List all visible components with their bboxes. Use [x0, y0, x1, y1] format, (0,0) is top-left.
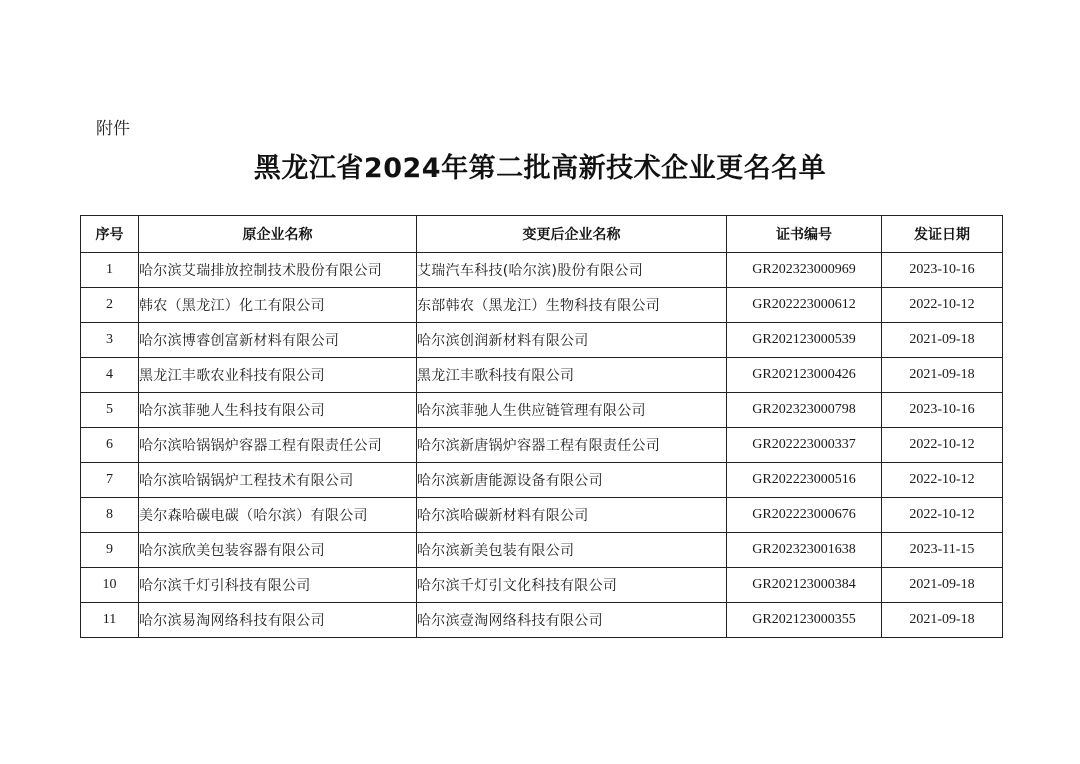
cell-new-name: 哈尔滨哈碳新材料有限公司	[417, 498, 727, 533]
cell-new-name: 哈尔滨新唐能源设备有限公司	[417, 463, 727, 498]
cell-old-name: 哈尔滨哈锅锅炉容器工程有限责任公司	[139, 428, 417, 463]
cell-no: 10	[81, 568, 139, 603]
cell-old-name: 哈尔滨哈锅锅炉工程技术有限公司	[139, 463, 417, 498]
cell-cert-no: GR202223000676	[727, 498, 882, 533]
cell-no: 9	[81, 533, 139, 568]
table-row	[81, 428, 1003, 463]
table-row	[81, 253, 1003, 288]
cell-old-name: 黑龙江丰歌农业科技有限公司	[139, 358, 417, 393]
cell-issue-date: 2023-10-16	[882, 393, 1003, 428]
cell-issue-date: 2022-10-12	[882, 288, 1003, 323]
table-row	[81, 288, 1003, 323]
cell-cert-no: GR202223000337	[727, 428, 882, 463]
header-no: 序号	[81, 216, 139, 253]
cell-no: 3	[81, 323, 139, 358]
document-title: 黑龙江省2024年第二批高新技术企业更名名单	[253, 153, 827, 184]
cell-new-name: 哈尔滨壹淘网络科技有限公司	[417, 603, 727, 638]
cell-old-name: 韩农（黑龙江）化工有限公司	[139, 288, 417, 323]
table-row	[81, 498, 1003, 533]
cell-new-name: 哈尔滨创润新材料有限公司	[417, 323, 727, 358]
header-cert-no: 证书编号	[727, 216, 882, 253]
cell-new-name: 艾瑞汽车科技(哈尔滨)股份有限公司	[417, 253, 727, 288]
cell-no: 6	[81, 428, 139, 463]
cell-old-name: 哈尔滨博睿创富新材料有限公司	[139, 323, 417, 358]
attachment-label: 附件	[96, 119, 130, 139]
cell-issue-date: 2022-10-12	[882, 498, 1003, 533]
cell-issue-date: 2021-09-18	[882, 323, 1003, 358]
cell-no: 5	[81, 393, 139, 428]
cell-new-name: 黑龙江丰歌科技有限公司	[417, 358, 727, 393]
table-header-row	[81, 216, 1003, 253]
cell-cert-no: GR202223000612	[727, 288, 882, 323]
cell-old-name: 哈尔滨菲驰人生科技有限公司	[139, 393, 417, 428]
table-row	[81, 568, 1003, 603]
table-row	[81, 358, 1003, 393]
table-row	[81, 323, 1003, 358]
cell-new-name: 哈尔滨菲驰人生供应链管理有限公司	[417, 393, 727, 428]
cell-old-name: 哈尔滨易淘网络科技有限公司	[139, 603, 417, 638]
cell-new-name: 哈尔滨新美包装有限公司	[417, 533, 727, 568]
cell-cert-no: GR202123000384	[727, 568, 882, 603]
cell-new-name: 哈尔滨新唐锅炉容器工程有限责任公司	[417, 428, 727, 463]
cell-no: 4	[81, 358, 139, 393]
header-old-name: 原企业名称	[139, 216, 417, 253]
cell-new-name: 东部韩农（黑龙江）生物科技有限公司	[417, 288, 727, 323]
cell-no: 2	[81, 288, 139, 323]
header-new-name: 变更后企业名称	[417, 216, 727, 253]
cell-no: 7	[81, 463, 139, 498]
table-row	[81, 393, 1003, 428]
cell-old-name: 哈尔滨欣美包装容器有限公司	[139, 533, 417, 568]
cell-cert-no: GR202123000539	[727, 323, 882, 358]
cell-old-name: 哈尔滨千灯引科技有限公司	[139, 568, 417, 603]
cell-no: 8	[81, 498, 139, 533]
cell-old-name: 美尔森哈碳电碳（哈尔滨）有限公司	[139, 498, 417, 533]
cell-issue-date: 2021-09-18	[882, 358, 1003, 393]
table-row	[81, 533, 1003, 568]
cell-issue-date: 2022-10-12	[882, 463, 1003, 498]
cell-cert-no: GR202123000355	[727, 603, 882, 638]
rename-table	[80, 215, 1003, 638]
table-row	[81, 603, 1003, 638]
cell-issue-date: 2023-11-15	[882, 533, 1003, 568]
cell-cert-no: GR202323001638	[727, 533, 882, 568]
cell-no: 1	[81, 253, 139, 288]
cell-issue-date: 2023-10-16	[882, 253, 1003, 288]
table-row	[81, 463, 1003, 498]
cell-cert-no: GR202123000426	[727, 358, 882, 393]
cell-issue-date: 2021-09-18	[882, 568, 1003, 603]
cell-no: 11	[81, 603, 139, 638]
cell-old-name: 哈尔滨艾瑞排放控制技术股份有限公司	[139, 253, 417, 288]
cell-new-name: 哈尔滨千灯引文化科技有限公司	[417, 568, 727, 603]
cell-issue-date: 2022-10-12	[882, 428, 1003, 463]
cell-cert-no: GR202223000516	[727, 463, 882, 498]
cell-cert-no: GR202323000969	[727, 253, 882, 288]
header-issue-date: 发证日期	[882, 216, 1003, 253]
table-body	[81, 253, 1003, 638]
cell-issue-date: 2021-09-18	[882, 603, 1003, 638]
cell-cert-no: GR202323000798	[727, 393, 882, 428]
